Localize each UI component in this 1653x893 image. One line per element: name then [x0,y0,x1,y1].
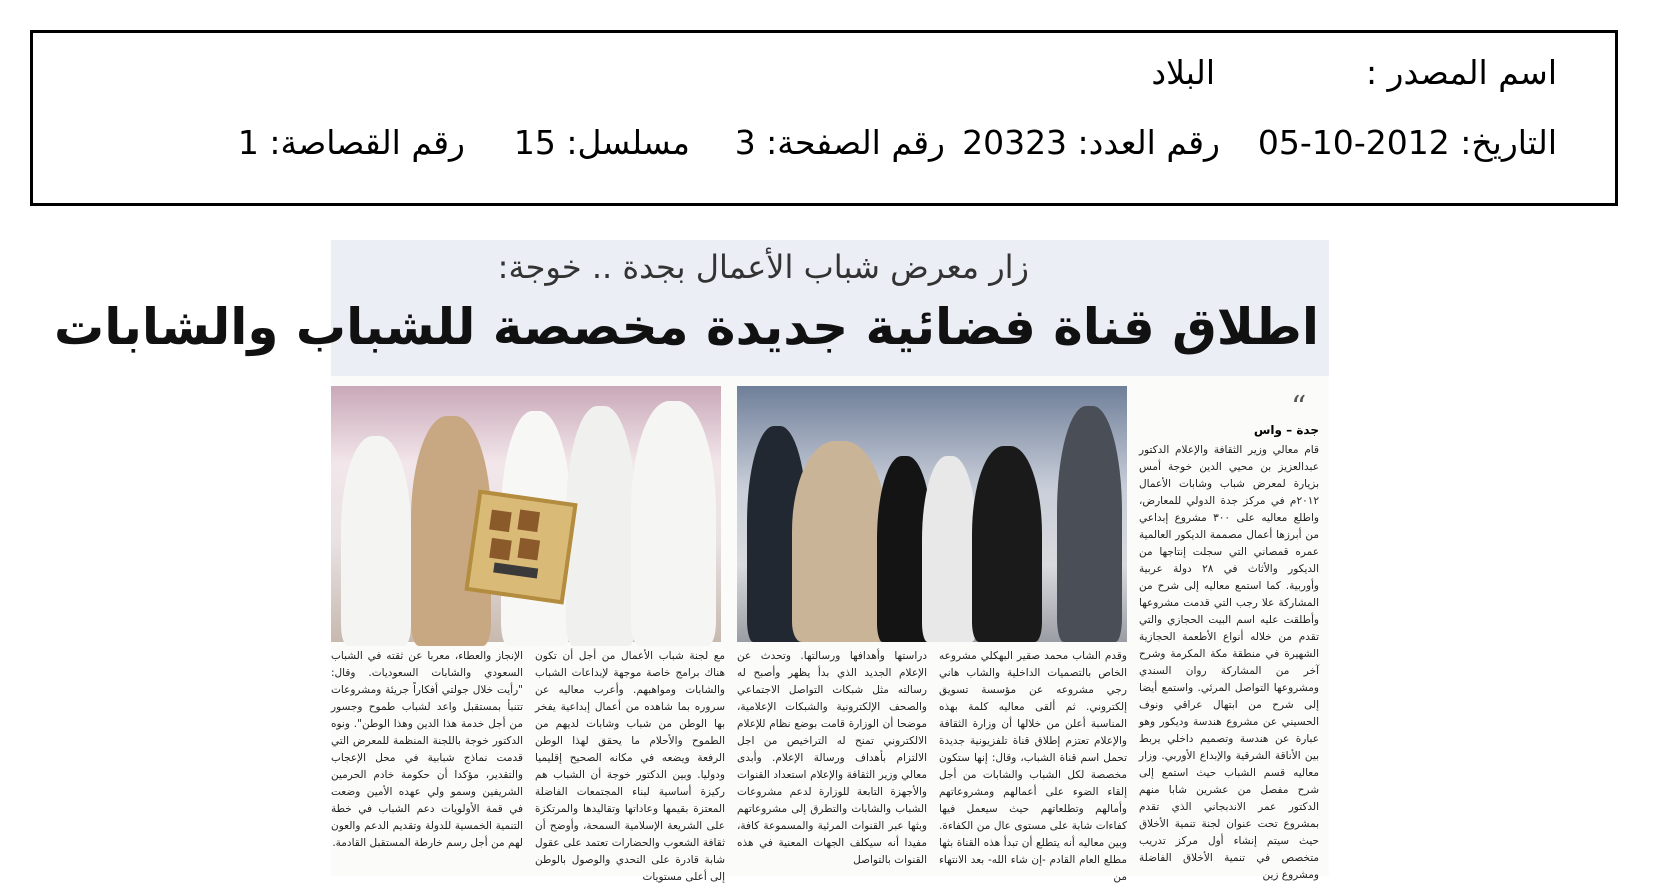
quote-mark-icon: “ [1291,390,1307,425]
source-label: اسم المصدر : [1365,53,1557,92]
article-column-4: مع لجنة شباب الأعمال من أجل أن تكون هناك برامج خاصة موجهة لإبداعات الشباب والشابات ومواهبهم. وأعرب معاليه عن سروره بما شاهده من أعمال إبداعية يفخر بها الوطن من شباب وشابات لديهم من الطموح والأحلام ما يحقق لهذا الوطن الرفعة ويضعه في مكانه الصحيح إقليميا ودوليا. وبين الدكتور خوجة أن الشباب هم ركيزة أساسية لبناء المجتمعات الفاضلة المعتزة بقيمها وعاداتها وتقاليدها والمرتكزة على الشريعة الإسلامية السمحة، وأوضح أن ثقافة الشعوب والحضارات تعتمد على عقول شابة قادرة على التحدي والوصول بالوطن إلى أعلى مستويات [535,650,725,883]
photo-plaque-presentation [331,386,721,642]
article-kicker: زار معرض شباب الأعمال بجدة .. خوجة: [497,248,1029,286]
article-column-3: دراستها وأهدافها ورسالتها. وتحدث عن الإعلام الجديد الذي بدأ يظهر وأصبح له رسالته مثل شبكات التواصل الاجتماعي والصحف الإلكترونية والشبكات الإعلامية، موضحا أن الوزارة قامت بوضع نظام للإعلام الالكتروني تمنح له التراخيص من اجل الالتزام بأهداف ورسالة الإعلام. وأبدى معالي وزير الثقافة والإعلام استعداد القنوات والأجهزة التابعة للوزارة لدعم مشروعات الشباب والشابات والتطرق إلى مشروعاتهم وبثها عبر القنوات المرئية والمسموعة كافة، مفيدا أنه سيكلف الجهات المعنية في هذه القنوات بالتواصل [737,650,927,866]
article-headline: اطلاق قناة فضائية جديدة مخصصة للشباب والشابات [54,298,1319,356]
newspaper-clipping [54,240,1329,883]
clipping-info-box [30,30,1618,206]
article-column-5: الإنجاز والعطاء، معربا عن ثقته في الشباب السعودي والشابات السعوديات. وقال: "رأيت خلال جولتي أفكاراً جريئة ومشروعات تتنبأ بمستقبل واعد لشباب طموح وجسور من أجل خدمة هذا الدين وهذا الوطن". ونوه الدكتور خوجة باللجنة المنظمة للمعرض التي قدمت نماذج شبابية في محل الإعجاب والتقدير، مؤكدا أن حكومة خادم الحرمين الشريفين وسمو ولي عهده الأمين وضعت في قمة الأولويات دعم الشباب في خطة التنمية الخمسية للدولة وتقديم الدعم والعون لهم من أجل رسم خارطة المستقبل القادمة. [331,650,523,849]
page-number: رقم الصفحة: 3 [734,123,945,162]
article-byline: جدة – واس [1253,423,1319,437]
article-column-2: وقدم الشاب محمد صقير البهكلي مشروعه الخاص بالتصميات الداخلية والشاب هاني رجي مشروعه عن مؤسسة تسويق إلكتروني. ثم ألقى معاليه كلمة بهذه المناسبة أعلن من خلالها أن وزارة الثقافة والإعلام تعتزم إطلاق قناة تلفزيونية جديدة تحمل اسم قناة الشباب، وقال: إنها ستكون مخصصة لكل الشباب والشابات من أجل إلقاء الضوء على أعمالهم ومشروعاتهم وأمالهم وتطلعاتهم حيث سيعمل فيها كفاءات شابة على مستوى عال من الكفاءة. وبين معاليه أنه يتطلع أن تبدأ هذه القناة بثها مطلع العام القادم -إن شاء الله- بعد الانتهاء من [939,650,1127,883]
date-field: التاريخ: 2012-10-05 [1257,123,1557,162]
source-value: البلاد [1151,53,1215,92]
issue-number: رقم العدد: 20323 [962,123,1220,162]
photo-exhibition-tour [737,386,1127,642]
clip-number: رقم القصاصة: 1 [237,123,465,162]
article-column-1: قام معالي وزير الثقافة والإعلام الدكتور عبدالعزيز بن محيي الدين خوجة أمس بزيارة لمعرض شباب وشابات الأعمال ٢٠١٢م في مركز جدة الدولي للمعارض، واطلع معاليه على ٣٠٠ مشروع إبداعي من أبرزها أعمال مصممة الديكور العالمية عمره قمصاني التي سجلت إنتاجها من الديكور والأثاث في ٢٨ دولة عربية وأوربية. كما استمع معاليه إلى شرح من المشاركة علا رجب التي قدمت مشروعها وأطلقت عليه اسم البيت الحجازي والتي تقدم من خلاله أنواع الأطعمة الحجازية الشهيرة في منطقة مكة المكرمة وشرح آخر من المشاركة روان السندي ومشروعها التواصل المرئي. واستمع أيضا إلى شرح من ابتهال عراقي ونوف الحسيني عن مشروع هندسة وديكور وهو عبارة عن هندسة وتصميم داخلي يربط بين الأناقة الشرقية والإبداع الأوربي. وزار معاليه قسم الشباب حيث استمع إلى شرح مفصل من عشرين شابا منهم الدكتور عمر الاندبجاني الذي تقدم بمشروع تحت عنوان لجنة تنمية الأخلاق حيث سيتم إنشاء أول مركز تدريب متخصص في تنمية الأخلاق الفاضلة ومشروع زين [1139,444,1319,881]
serial-number: مسلسل: 15 [513,123,690,162]
plaque-image [464,490,577,605]
headline-band [54,240,1329,376]
